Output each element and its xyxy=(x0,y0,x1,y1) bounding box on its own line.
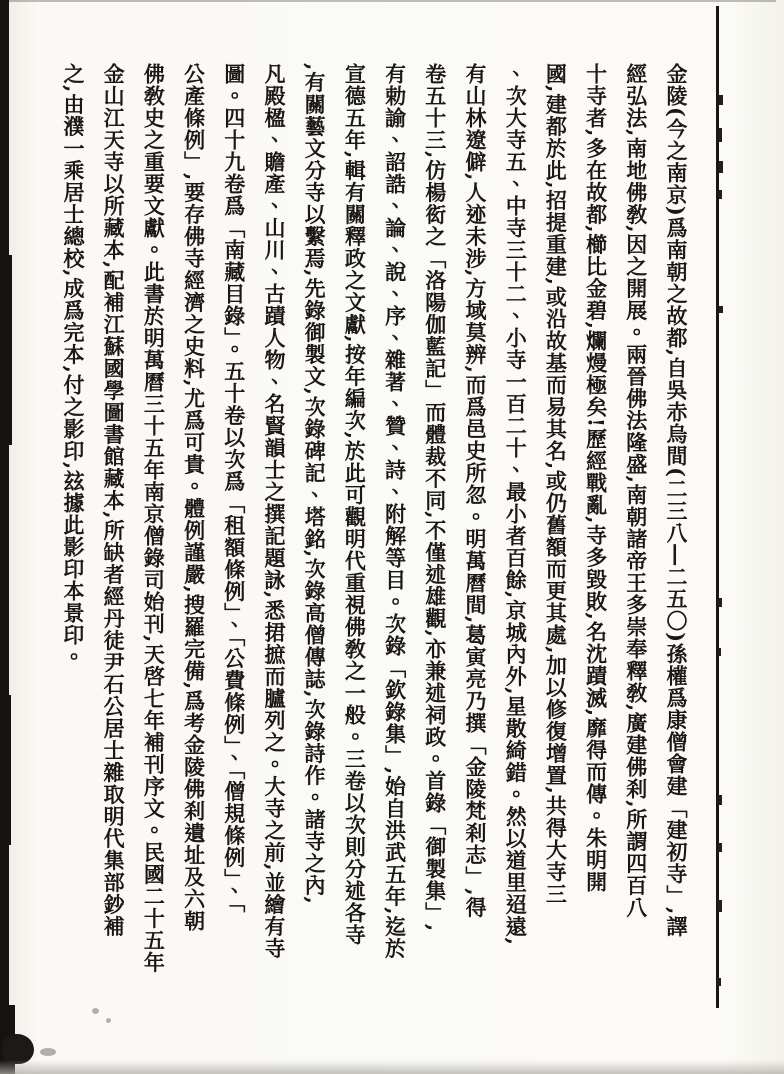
bottom-shadow xyxy=(0,1060,784,1074)
scan-mark xyxy=(717,978,721,986)
scan-mark xyxy=(719,190,722,199)
text-column-1: 金陵(今之南京)爲南朝之故都,自吳赤烏間(二三八―二五〇)孫權爲康僧會建「建初寺」,譯 xyxy=(664,63,689,938)
scan-mark xyxy=(718,648,721,656)
text-block xyxy=(52,63,696,1038)
scan-mark xyxy=(719,161,723,173)
scan-mark xyxy=(719,128,722,142)
text-column-14: 佛敎史之重要文獻。此書於明萬曆三十五年南京僧錄司始刊,天啓七年補刊序文。民國二十五年 xyxy=(141,63,167,974)
text-column-7: 卷五十三,仿楊衒之「洛陽伽藍記」而體裁不同,不僅述雄觀,亦兼述祠政。首錄「御製集」, xyxy=(422,63,448,933)
text-column-8: 有勅諭、詔誥、論、說、序、雜著、贊、詩、附解等目。次錄「欽錄集」,始自洪武五年,迄於 xyxy=(382,63,408,960)
left-edge-bulge xyxy=(0,695,11,845)
text-column-3: 十寺者,多在故都,櫛比金碧,爛熳極矣!歷經戰亂,寺多毀敗,名沈蹟滅,靡得而傳。朱明開 xyxy=(583,63,609,894)
left-edge-bulge xyxy=(0,255,12,445)
text-column-16: 之,由濮一乘居士總校,成爲完本,付之影印,玆據此影印本景印。 xyxy=(60,63,86,669)
text-column-13: 公產條例」,要存佛寺經濟之史料,尤爲可貴。體例謹嚴,搜羅完備,爲考金陵佛刹遺址及六朝 xyxy=(181,63,207,933)
scan-mark xyxy=(718,843,722,852)
text-column-11: 凡殿楹、贍產、山川、古蹟人物、名賢韻士之撰記題詠,悉捃摭而臚列之。大寺之前,並繪有寺 xyxy=(261,63,287,960)
frame-border-line xyxy=(716,6,719,1008)
scan-mark xyxy=(717,795,722,805)
text-column-10: ,有關藝文分寺以繫焉,先錄御製文,次錄碑記、塔銘,次錄高僧傳誌,次錄詩作。諸寺之內, xyxy=(302,63,328,905)
speck xyxy=(40,1048,56,1056)
text-column-4: 國,建都於此,招提重建,或沿故基而易其名,或仍舊額而更其處,加以修復增置,共得大寺三 xyxy=(543,63,569,905)
text-column-6: 有山林遼僻,人迹未涉,方域莫辨,而爲邑史所忽。明萬曆間,葛寅亮乃撰「金陵梵刹志」,得 xyxy=(462,63,488,919)
text-column-12: 圖。四十九卷爲「南藏目錄」。五十卷以次爲「租額條例」、「公費條例」、「僧規條例」、「 xyxy=(221,63,247,914)
scan-mark xyxy=(718,306,723,313)
text-column-2: 經弘法,南地佛敎,因之開展。兩晉佛法隆盛,南朝諸帝王多崇奉釋敎,廣建佛刹,所謂四百八 xyxy=(623,63,649,919)
text-column-9: 宣德五年,輯有關釋政之文獻,按年編次,於此可觀明代重視佛敎之一般。三卷以次則分述各寺 xyxy=(342,63,368,946)
scan-mark xyxy=(718,598,722,607)
top-edge-line xyxy=(8,0,776,2)
text-column-5: 、次大寺五、中寺三十二、小寺一百二十、最小者百餘,京城內外,星散綺錯。然以道里迢遠, xyxy=(503,63,529,946)
left-edge-bar xyxy=(0,0,9,1074)
text-column-15: 金山江天寺以所藏本,配補江蘇國學圖書館藏本,所缺者經丹徒尹石公居士雜取明代集部鈔補 xyxy=(101,63,127,938)
scan-mark xyxy=(719,95,723,105)
scan-mark xyxy=(718,900,722,912)
